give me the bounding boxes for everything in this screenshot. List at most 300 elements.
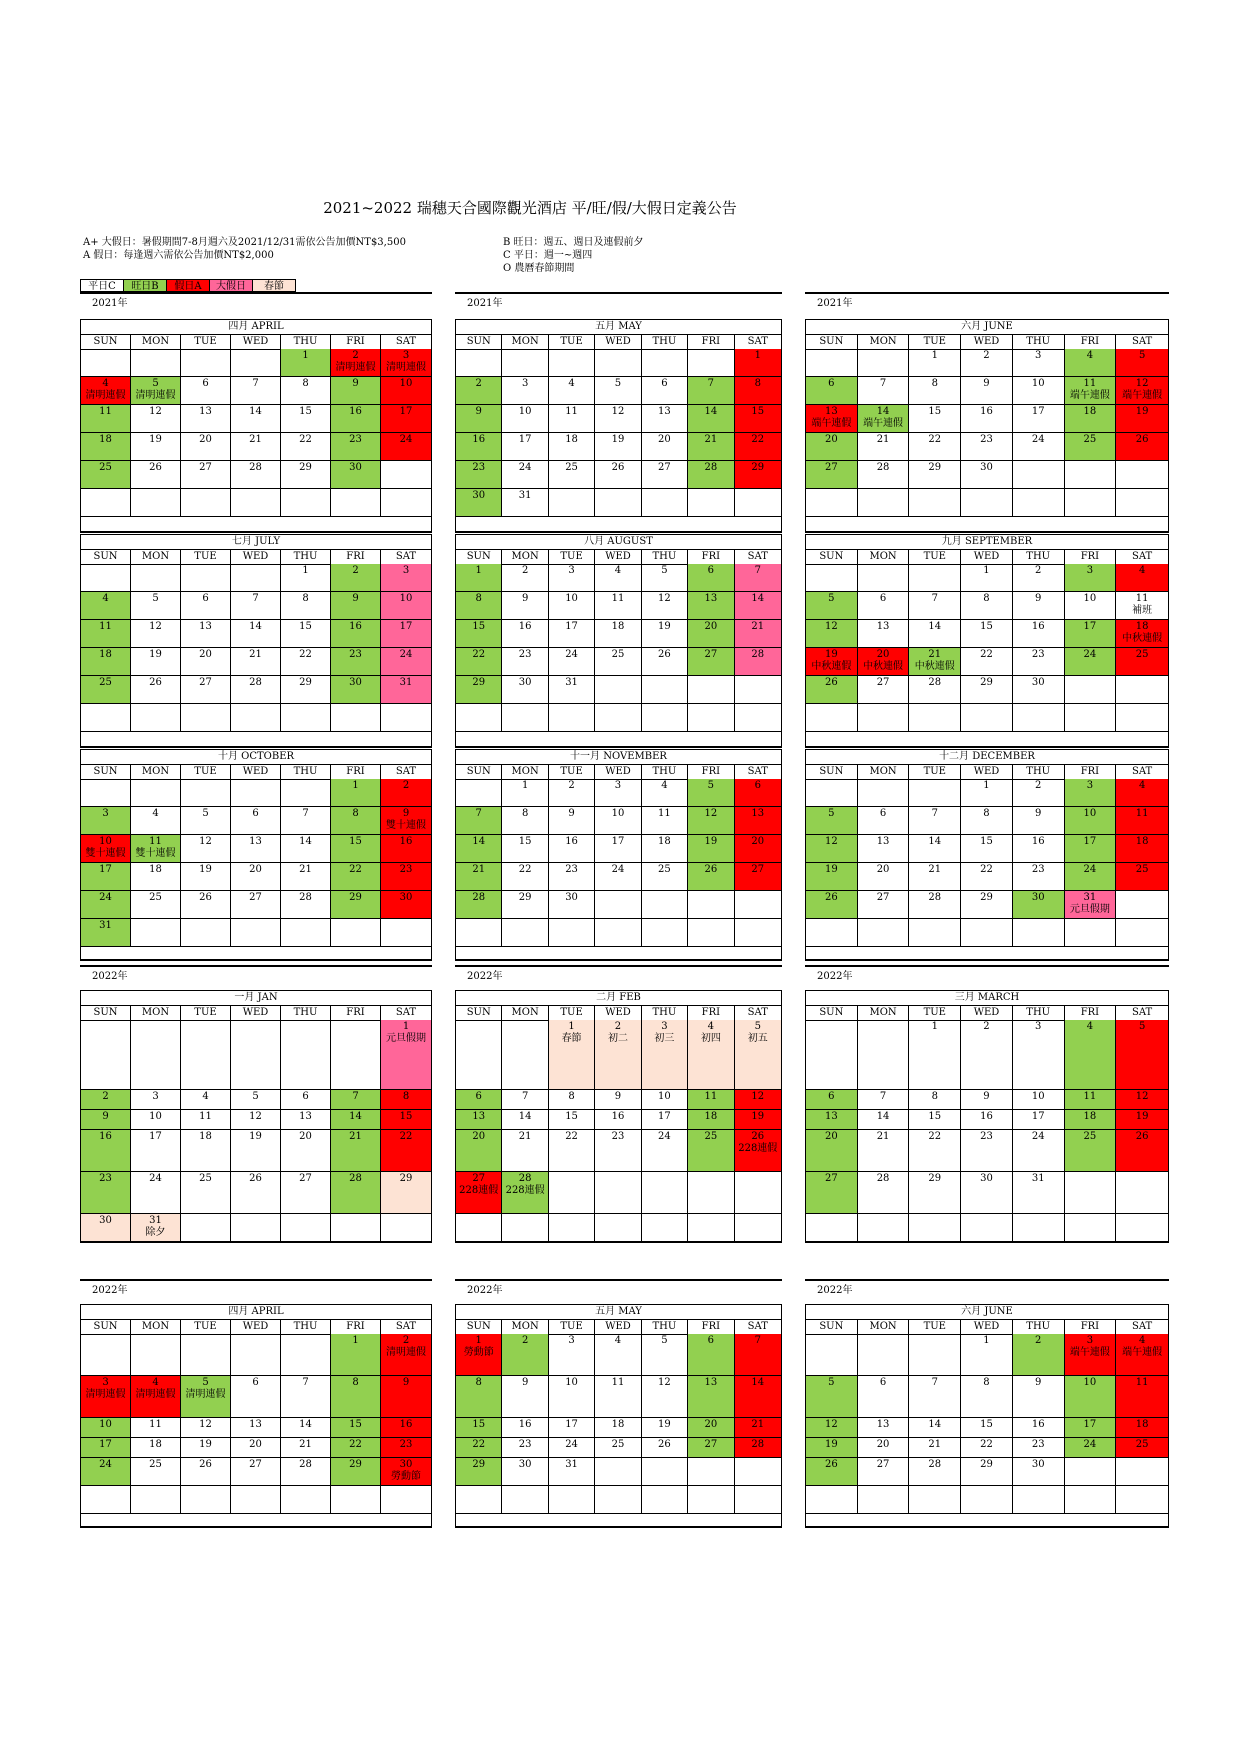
day-number: 10	[1083, 593, 1097, 604]
empty-cell	[735, 1214, 781, 1242]
day-cell	[456, 405, 502, 433]
weekday-header: THU	[1013, 1006, 1065, 1021]
day-cell	[381, 1090, 431, 1110]
day-cell	[909, 863, 961, 891]
day-number: 19	[199, 1439, 212, 1450]
day-cell	[131, 620, 181, 648]
day-cell	[642, 405, 688, 433]
empty-cell	[642, 349, 688, 377]
day-number: 24	[1083, 864, 1097, 875]
spacer-row	[806, 517, 1168, 532]
day-number: 21	[349, 1131, 362, 1142]
day-cell	[381, 1020, 431, 1090]
day-cell	[858, 1090, 910, 1110]
empty-cell	[1013, 919, 1065, 947]
day-number: 10	[565, 593, 578, 604]
empty-cell	[181, 489, 231, 517]
day-number: 10	[399, 378, 413, 389]
day-number: 2	[475, 378, 482, 389]
day-number: 11	[99, 621, 112, 632]
empty-cell	[502, 919, 548, 947]
day-number: 14	[928, 621, 942, 632]
empty-cell	[456, 1486, 502, 1514]
day-cell	[181, 676, 231, 704]
day-number: 19	[1135, 1111, 1149, 1122]
day-cell	[595, 592, 641, 620]
day-cell	[1013, 592, 1065, 620]
empty-cell	[1065, 1214, 1117, 1242]
day-number: 29	[399, 1173, 413, 1184]
day-cell	[961, 461, 1013, 489]
day-number: 13	[249, 836, 262, 847]
day-number: 16	[399, 1419, 413, 1430]
legend-item-a: 假日A	[166, 279, 210, 292]
day-cell	[231, 1110, 281, 1130]
empty-cell	[1013, 489, 1065, 517]
day-number: 30	[472, 490, 486, 501]
day-cell	[131, 433, 181, 461]
day-cell	[1013, 564, 1065, 592]
empty-cell	[131, 489, 181, 517]
day-cell	[456, 1110, 502, 1130]
day-cell	[502, 1172, 548, 1214]
year-divider	[805, 965, 1169, 967]
day-cell	[549, 1110, 595, 1130]
month-calendar	[80, 534, 432, 748]
day-cell	[502, 1334, 548, 1376]
empty-cell	[858, 489, 910, 517]
day-number: 11	[1083, 1091, 1097, 1102]
empty-cell	[231, 1334, 281, 1376]
empty-cell	[502, 704, 548, 732]
empty-cell	[381, 1486, 431, 1514]
day-cell	[806, 863, 858, 891]
day-number: 7	[302, 1377, 309, 1388]
day-number: 22	[751, 434, 765, 445]
day-cell	[1013, 1090, 1065, 1110]
day-cell	[131, 1418, 181, 1438]
weekday-header: TUE	[909, 1320, 961, 1335]
day-cell	[231, 1090, 281, 1110]
day-number: 1	[352, 1335, 359, 1346]
empty-cell	[642, 489, 688, 517]
day-number: 15	[472, 1419, 486, 1430]
day-number: 25	[565, 462, 578, 473]
day-cell	[331, 1418, 381, 1438]
day-number: 3	[1035, 350, 1042, 361]
weekday-header: FRI	[331, 1006, 381, 1021]
day-cell	[806, 676, 858, 704]
day-cell	[181, 807, 231, 835]
day-cell	[909, 891, 961, 919]
day-cell	[806, 1090, 858, 1110]
day-cell	[131, 807, 181, 835]
year-label: 2022年	[467, 971, 503, 982]
day-cell	[81, 405, 131, 433]
day-number: 25	[704, 1131, 718, 1142]
day-cell	[1065, 564, 1117, 592]
empty-cell	[549, 1172, 595, 1214]
day-cell	[1116, 564, 1168, 592]
day-number: 19	[658, 621, 671, 632]
weekday-header: SAT	[735, 765, 781, 780]
day-number: 10	[1031, 378, 1045, 389]
day-number: 29	[928, 1173, 942, 1184]
day-cell	[806, 807, 858, 835]
day-number: 22	[980, 864, 993, 875]
empty-cell	[735, 891, 781, 919]
day-number: 1	[402, 1021, 410, 1032]
day-number: 21	[249, 649, 262, 660]
weekday-header: WED	[595, 335, 641, 350]
holiday-label: 勞動節	[463, 1347, 494, 1358]
day-cell	[502, 863, 548, 891]
year-label: 2022年	[92, 971, 128, 982]
day-number: 19	[824, 864, 838, 875]
empty-cell	[858, 1486, 910, 1514]
day-number: 24	[1031, 434, 1045, 445]
day-cell	[688, 779, 734, 807]
day-cell	[961, 1110, 1013, 1130]
day-number: 12	[149, 621, 162, 632]
day-cell	[81, 676, 131, 704]
day-number: 25	[199, 1173, 212, 1184]
weekday-header: SAT	[381, 765, 431, 780]
day-number: 17	[399, 406, 413, 417]
day-cell	[81, 1376, 131, 1418]
day-cell	[1013, 1130, 1065, 1172]
day-number: 14	[928, 836, 942, 847]
day-number: 4	[202, 1091, 209, 1102]
weekday-header: SUN	[456, 550, 502, 565]
day-cell	[456, 377, 502, 405]
day-cell	[858, 1418, 910, 1438]
day-number: 3	[521, 378, 529, 389]
day-number: 28	[349, 1173, 362, 1184]
weekday-header: TUE	[181, 765, 231, 780]
day-cell	[381, 1376, 431, 1418]
day-number: 16	[1031, 836, 1045, 847]
day-number: 21	[751, 621, 765, 632]
day-cell	[549, 1020, 595, 1090]
year-label: 2021年	[92, 298, 128, 309]
weekday-header: TUE	[909, 550, 961, 565]
day-number: 22	[565, 1131, 578, 1142]
empty-cell	[131, 779, 181, 807]
day-cell	[81, 1418, 131, 1438]
day-cell	[909, 1110, 961, 1130]
day-cell	[858, 1458, 910, 1486]
day-number: 12	[824, 1419, 838, 1430]
day-cell	[549, 620, 595, 648]
day-cell	[909, 620, 961, 648]
note-a: A 假日：每逢週六需依公告加價NT$2,000	[83, 250, 274, 261]
day-number: 11	[199, 1111, 212, 1122]
day-cell	[381, 835, 431, 863]
day-cell	[688, 461, 734, 489]
legend-item-b: 旺日B	[123, 279, 167, 292]
day-cell	[331, 1130, 381, 1172]
day-cell	[806, 1376, 858, 1418]
empty-cell	[281, 704, 331, 732]
empty-cell	[281, 1214, 331, 1242]
day-cell	[1013, 1334, 1065, 1376]
empty-cell	[231, 919, 281, 947]
day-number: 2	[983, 1021, 990, 1032]
day-cell	[456, 1438, 502, 1458]
day-cell	[1065, 349, 1117, 377]
weekday-header: SAT	[381, 550, 431, 565]
day-number: 2	[614, 1021, 622, 1032]
spacer-row	[806, 732, 1168, 747]
day-number: 28	[876, 1173, 890, 1184]
weekday-header: SUN	[81, 335, 131, 350]
year-divider	[805, 1279, 1169, 1281]
day-cell	[381, 377, 431, 405]
day-number: 1	[931, 1021, 938, 1032]
day-cell	[806, 1110, 858, 1130]
day-number: 21	[472, 864, 486, 875]
empty-cell	[961, 1214, 1013, 1242]
day-cell	[502, 1418, 548, 1438]
day-number: 13	[824, 1111, 838, 1122]
empty-cell	[961, 1486, 1013, 1514]
day-cell	[549, 1130, 595, 1172]
day-number: 21	[299, 1439, 312, 1450]
day-cell	[181, 461, 231, 489]
day-number: 28	[518, 1173, 532, 1184]
day-cell	[1116, 405, 1168, 433]
month-title: 十一月 NOVEMBER	[456, 750, 781, 765]
weekday-header: TUE	[181, 1006, 231, 1021]
empty-cell	[806, 704, 858, 732]
day-cell	[502, 891, 548, 919]
day-cell	[456, 648, 502, 676]
empty-cell	[642, 1172, 688, 1214]
year-divider	[455, 965, 782, 967]
day-number: 28	[704, 462, 718, 473]
day-cell	[549, 676, 595, 704]
day-number: 7	[931, 593, 938, 604]
day-cell	[1065, 620, 1117, 648]
day-number: 8	[352, 808, 359, 819]
day-cell	[909, 1172, 961, 1214]
day-cell	[281, 564, 331, 592]
day-cell	[909, 807, 961, 835]
day-cell	[1116, 835, 1168, 863]
day-number: 2	[402, 1335, 410, 1346]
day-number: 16	[980, 406, 993, 417]
holiday-label: 初四	[700, 1033, 721, 1044]
day-cell	[331, 891, 381, 919]
day-number: 21	[928, 864, 942, 875]
day-cell	[231, 1376, 281, 1418]
day-number: 25	[149, 1459, 162, 1470]
day-number: 25	[611, 1439, 625, 1450]
day-number: 14	[349, 1111, 362, 1122]
weekday-header: MON	[502, 1320, 548, 1335]
spacer-row	[456, 732, 781, 747]
day-number: 27	[249, 1459, 262, 1470]
day-cell	[642, 835, 688, 863]
day-cell	[456, 1090, 502, 1110]
holiday-label: 初二	[607, 1033, 628, 1044]
weekday-header: MON	[858, 550, 910, 565]
day-number: 15	[980, 836, 993, 847]
day-number: 6	[475, 1091, 482, 1102]
empty-cell	[331, 1486, 381, 1514]
day-number: 8	[983, 593, 990, 604]
day-number: 27	[704, 649, 718, 660]
day-number: 10	[1083, 808, 1097, 819]
empty-cell	[688, 489, 734, 517]
day-cell	[331, 405, 381, 433]
day-number: 5	[152, 378, 159, 389]
day-number: 27	[876, 677, 890, 688]
day-number: 8	[352, 1377, 359, 1388]
weekday-header: SUN	[806, 765, 858, 780]
day-cell	[735, 1376, 781, 1418]
holiday-label: 中秋連假	[811, 661, 852, 672]
day-number: 4	[707, 1021, 715, 1032]
day-cell	[806, 1418, 858, 1438]
day-number: 8	[983, 808, 990, 819]
year-label: 2022年	[817, 971, 853, 982]
day-cell	[735, 433, 781, 461]
day-cell	[806, 891, 858, 919]
empty-cell	[181, 704, 231, 732]
day-number: 2	[521, 1335, 529, 1346]
day-cell	[1065, 405, 1117, 433]
weekday-header: SUN	[456, 765, 502, 780]
day-cell	[858, 1110, 910, 1130]
day-cell	[909, 1438, 961, 1458]
day-cell	[1116, 779, 1168, 807]
day-cell	[735, 648, 781, 676]
day-number: 11	[565, 406, 578, 417]
day-cell	[456, 433, 502, 461]
day-number: 8	[983, 1377, 990, 1388]
day-number: 15	[472, 621, 486, 632]
day-number: 19	[824, 649, 838, 660]
empty-cell	[909, 489, 961, 517]
day-cell	[281, 1438, 331, 1458]
empty-cell	[1013, 1486, 1065, 1514]
month-title: 五月 MAY	[456, 320, 781, 335]
day-cell	[735, 620, 781, 648]
day-number: 12	[149, 406, 162, 417]
day-number: 26	[704, 864, 718, 875]
day-cell	[281, 891, 331, 919]
empty-cell	[806, 1214, 858, 1242]
spacer-row	[81, 732, 431, 747]
day-cell	[961, 405, 1013, 433]
day-number: 1	[983, 565, 990, 576]
holiday-label: 清明連假	[135, 390, 176, 401]
weekday-header: SUN	[806, 1320, 858, 1335]
weekday-header: THU	[642, 1320, 688, 1335]
day-number: 25	[611, 649, 625, 660]
empty-cell	[131, 1334, 181, 1376]
weekday-header: MON	[858, 335, 910, 350]
day-cell	[858, 405, 910, 433]
day-number: 18	[149, 864, 162, 875]
day-number: 5	[202, 1377, 209, 1388]
day-number: 15	[518, 836, 532, 847]
holiday-label: 雙十連假	[135, 848, 176, 859]
day-cell	[1013, 1172, 1065, 1214]
day-number: 2	[1035, 565, 1042, 576]
day-number: 5	[614, 378, 622, 389]
day-number: 3	[102, 808, 109, 819]
holiday-label: 雙十連假	[85, 848, 126, 859]
day-number: 8	[521, 808, 529, 819]
day-cell	[688, 1020, 734, 1090]
day-number: 16	[611, 1111, 625, 1122]
holiday-label: 清明連假	[85, 390, 126, 401]
day-number: 22	[472, 649, 486, 660]
day-number: 13	[199, 406, 212, 417]
day-cell	[642, 1418, 688, 1438]
day-cell	[549, 377, 595, 405]
day-number: 24	[99, 892, 112, 903]
day-number: 13	[704, 593, 718, 604]
day-cell	[81, 1130, 131, 1172]
day-cell	[806, 433, 858, 461]
day-number: 25	[1083, 434, 1097, 445]
empty-cell	[1116, 1214, 1168, 1242]
holiday-label: 端午連假	[811, 418, 852, 429]
day-cell	[1013, 405, 1065, 433]
day-number: 24	[565, 649, 578, 660]
day-number: 10	[1083, 1377, 1097, 1388]
empty-cell	[961, 704, 1013, 732]
day-number: 9	[521, 593, 529, 604]
day-cell	[331, 377, 381, 405]
day-number: 18	[611, 621, 625, 632]
empty-cell	[1065, 461, 1117, 489]
day-cell	[1013, 1418, 1065, 1438]
day-number: 1	[352, 780, 359, 791]
day-number: 3	[614, 780, 622, 791]
empty-cell	[456, 919, 502, 947]
empty-cell	[1065, 489, 1117, 517]
empty-cell	[595, 1214, 641, 1242]
day-number: 8	[754, 378, 761, 389]
day-cell	[131, 1110, 181, 1130]
weekday-header: THU	[1013, 335, 1065, 350]
spacer-row	[806, 947, 1168, 960]
day-number: 19	[658, 1419, 671, 1430]
weekday-header: MON	[858, 1320, 910, 1335]
day-cell	[181, 1376, 231, 1418]
day-cell	[858, 676, 910, 704]
day-cell	[456, 592, 502, 620]
day-number: 29	[518, 892, 532, 903]
empty-cell	[131, 919, 181, 947]
weekday-header: FRI	[1065, 1006, 1117, 1021]
day-cell	[1013, 377, 1065, 405]
empty-cell	[688, 919, 734, 947]
day-number: 20	[658, 434, 671, 445]
day-cell	[281, 377, 331, 405]
day-cell	[806, 620, 858, 648]
day-number: 30	[980, 462, 993, 473]
weekday-header: SAT	[735, 1320, 781, 1335]
day-cell	[502, 564, 548, 592]
holiday-label: 清明連假	[386, 362, 426, 373]
day-number: 5	[202, 808, 209, 819]
